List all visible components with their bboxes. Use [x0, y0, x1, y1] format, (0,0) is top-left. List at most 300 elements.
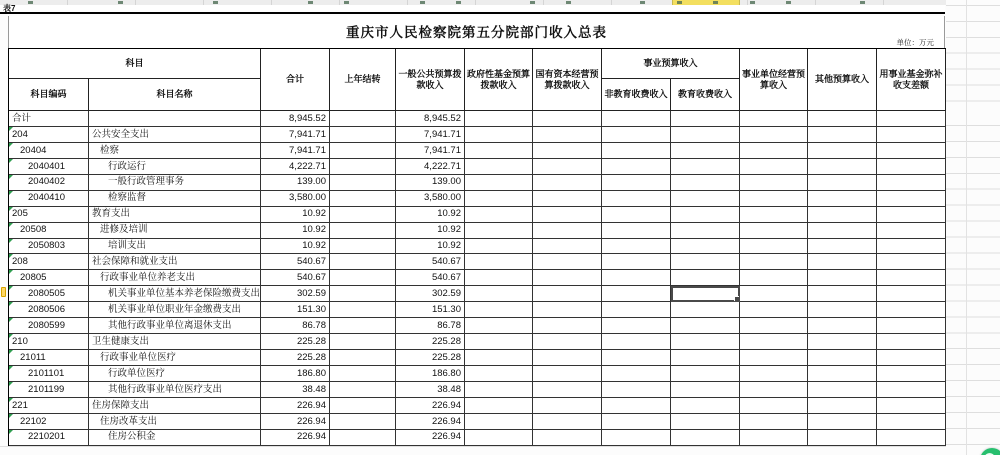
header-subject-name[interactable]: 科目名称 — [89, 79, 261, 111]
cell-state_capital[interactable] — [533, 175, 602, 191]
header-carryover[interactable]: 上年结转 — [330, 49, 396, 111]
cell-carryover[interactable] — [330, 334, 396, 350]
error-marker-triangle-icon — [9, 334, 13, 338]
cell-code[interactable]: 2040410 — [9, 191, 89, 207]
error-marker-triangle-icon — [9, 159, 13, 163]
cell-state_capital[interactable] — [533, 159, 602, 175]
cell-other[interactable] — [808, 191, 877, 207]
cell-state_capital[interactable] — [533, 207, 602, 223]
cell-general[interactable]: 10.92 — [396, 207, 465, 223]
cell-total[interactable]: 38.48 — [261, 382, 330, 398]
cell-fund_balance[interactable] — [877, 223, 946, 239]
cell-fund_balance[interactable] — [877, 159, 946, 175]
cell-code[interactable]: 2101199 — [9, 382, 89, 398]
cell-general[interactable]: 10.92 — [396, 223, 465, 239]
cell-state_capital[interactable] — [533, 286, 602, 302]
cell-operating[interactable] — [740, 207, 808, 223]
cell-other[interactable] — [808, 318, 877, 334]
cell-other[interactable] — [808, 398, 877, 414]
header-total[interactable]: 合计 — [261, 49, 330, 111]
cell-general[interactable]: 540.67 — [396, 254, 465, 270]
cell-carryover[interactable] — [330, 366, 396, 382]
cell-govt_fund[interactable] — [465, 127, 533, 143]
cell-operating[interactable] — [740, 366, 808, 382]
cell-edu[interactable] — [671, 366, 740, 382]
cell-other[interactable] — [808, 111, 877, 127]
cell-non_edu[interactable] — [602, 414, 671, 430]
cell-name[interactable]: 其他行政事业单位离退休支出 — [89, 318, 261, 334]
cell-state_capital[interactable] — [533, 191, 602, 207]
error-marker-triangle-icon — [9, 318, 13, 322]
cell-non_edu[interactable] — [602, 254, 671, 270]
cell-state_capital[interactable] — [533, 254, 602, 270]
cell-govt_fund[interactable] — [465, 350, 533, 366]
cell-total[interactable]: 7,941.71 — [261, 127, 330, 143]
cell-fund_balance[interactable] — [877, 430, 946, 446]
cell-govt_fund[interactable] — [465, 382, 533, 398]
cell-fund_balance[interactable] — [877, 111, 946, 127]
cell-total[interactable]: 8,945.52 — [261, 111, 330, 127]
cell-code[interactable]: 合计 — [9, 111, 89, 127]
cell-carryover[interactable] — [330, 175, 396, 191]
cell-edu[interactable] — [671, 191, 740, 207]
cell-non_edu[interactable] — [602, 302, 671, 318]
cell-code[interactable]: 2210201 — [9, 430, 89, 446]
cell-non_edu[interactable] — [602, 382, 671, 398]
cell-other[interactable] — [808, 223, 877, 239]
cell-carryover[interactable] — [330, 159, 396, 175]
cell-code[interactable]: 2080506 — [9, 302, 89, 318]
empty-cells-bottom[interactable] — [0, 446, 946, 455]
cell-code[interactable]: 20404 — [9, 143, 89, 159]
cell-name[interactable]: 进修及培训 — [89, 223, 261, 239]
cell-state_capital[interactable] — [533, 302, 602, 318]
cell-state_capital[interactable] — [533, 143, 602, 159]
cell-general[interactable]: 226.94 — [396, 430, 465, 446]
cell-govt_fund[interactable] — [465, 223, 533, 239]
cell-operating[interactable] — [740, 254, 808, 270]
cutoff-text-fragment — [344, 1, 349, 4]
cell-other[interactable] — [808, 159, 877, 175]
error-marker-triangle-icon — [9, 239, 13, 243]
cell-state_capital[interactable] — [533, 111, 602, 127]
cell-general[interactable]: 86.78 — [396, 318, 465, 334]
cell-general[interactable]: 38.48 — [396, 382, 465, 398]
cell-general[interactable]: 540.67 — [396, 270, 465, 286]
error-marker-triangle-icon — [9, 223, 13, 227]
cell-other[interactable] — [808, 334, 877, 350]
cell-operating[interactable] — [740, 270, 808, 286]
cell-general[interactable]: 7,941.71 — [396, 127, 465, 143]
cell-state_capital[interactable] — [533, 398, 602, 414]
cell-non_edu[interactable] — [602, 318, 671, 334]
header-subject-group[interactable]: 科目 — [9, 49, 261, 79]
cell-operating[interactable] — [740, 111, 808, 127]
cell-non_edu[interactable] — [602, 350, 671, 366]
cell-code[interactable]: 204 — [9, 127, 89, 143]
cell-non_edu[interactable] — [602, 398, 671, 414]
cell-other[interactable] — [808, 430, 877, 446]
error-marker-triangle-icon — [9, 414, 13, 418]
cell-general[interactable]: 139.00 — [396, 175, 465, 191]
cell-operating[interactable] — [740, 398, 808, 414]
cell-other[interactable] — [808, 270, 877, 286]
cell-name[interactable]: 行政事业单位养老支出 — [89, 270, 261, 286]
cell-edu[interactable] — [671, 254, 740, 270]
cell-fund_balance[interactable] — [877, 286, 946, 302]
cell-non_edu[interactable] — [602, 286, 671, 302]
cell-non_edu[interactable] — [602, 127, 671, 143]
cell-fund_balance[interactable] — [877, 414, 946, 430]
cell-edu[interactable] — [671, 127, 740, 143]
error-marker-triangle-icon — [9, 302, 13, 306]
error-marker-triangle-icon — [9, 430, 13, 434]
cell-edu[interactable] — [671, 111, 740, 127]
cell-other[interactable] — [808, 414, 877, 430]
cell-code[interactable]: 2040402 — [9, 175, 89, 191]
cell-total[interactable]: 4,222.71 — [261, 159, 330, 175]
error-marker-triangle-icon — [9, 191, 13, 195]
cell-operating[interactable] — [740, 318, 808, 334]
cell-carryover[interactable] — [330, 414, 396, 430]
cutoff-text-fragment — [118, 1, 123, 4]
cell-fund_balance[interactable] — [877, 191, 946, 207]
sheet-label-row — [0, 5, 945, 14]
cell-other[interactable] — [808, 175, 877, 191]
cell-govt_fund[interactable] — [465, 302, 533, 318]
cell-carryover[interactable] — [330, 127, 396, 143]
cell-code[interactable]: 20508 — [9, 223, 89, 239]
cell-govt_fund[interactable] — [465, 207, 533, 223]
cell-other[interactable] — [808, 302, 877, 318]
cutoff-text-fragment — [750, 1, 755, 4]
cell-code[interactable]: 2080505 — [9, 286, 89, 302]
cell-govt_fund[interactable] — [465, 430, 533, 446]
cell-edu[interactable] — [671, 382, 740, 398]
cell-name[interactable]: 其他行政事业单位医疗支出 — [89, 382, 261, 398]
cell-govt_fund[interactable] — [465, 159, 533, 175]
cell-general[interactable]: 151.30 — [396, 302, 465, 318]
cutoff-text-fragment — [566, 1, 571, 4]
cell-name[interactable]: 培训支出 — [89, 239, 261, 255]
cell-operating[interactable] — [740, 175, 808, 191]
header-other-budget[interactable]: 其他预算收入 — [808, 49, 877, 111]
cell-other[interactable] — [808, 366, 877, 382]
cell-govt_fund[interactable] — [465, 286, 533, 302]
cutoff-text-fragment — [28, 1, 33, 4]
cell-non_edu[interactable] — [602, 111, 671, 127]
cell-state_capital[interactable] — [533, 382, 602, 398]
cell-fund_balance[interactable] — [877, 350, 946, 366]
header-education-fee[interactable]: 教育收费收入 — [671, 79, 740, 111]
error-marker-triangle-icon — [9, 366, 13, 370]
cell-carryover[interactable] — [330, 223, 396, 239]
cell-other[interactable] — [808, 127, 877, 143]
cell-non_edu[interactable] — [602, 207, 671, 223]
error-smart-tag-icon[interactable] — [1, 287, 6, 297]
cell-total[interactable]: 7,941.71 — [261, 143, 330, 159]
cell-name[interactable]: 卫生健康支出 — [89, 334, 261, 350]
header-business-operating[interactable]: 事业单位经营预算收入 — [740, 49, 808, 111]
cell-carryover[interactable] — [330, 382, 396, 398]
cell-fund_balance[interactable] — [877, 143, 946, 159]
cell-govt_fund[interactable] — [465, 414, 533, 430]
cell-name[interactable]: 行政事业单位医疗 — [89, 350, 261, 366]
cell-name[interactable]: 行政单位医疗 — [89, 366, 261, 382]
cell-non_edu[interactable] — [602, 175, 671, 191]
cell-edu[interactable] — [671, 207, 740, 223]
cell-name[interactable] — [89, 111, 261, 127]
cell-operating[interactable] — [740, 159, 808, 175]
cell-carryover[interactable] — [330, 143, 396, 159]
cell-general[interactable]: 225.28 — [396, 334, 465, 350]
cutoff-text-fragment — [786, 1, 791, 4]
cell-fund_balance[interactable] — [877, 270, 946, 286]
cell-non_edu[interactable] — [602, 430, 671, 446]
cell-fund_balance[interactable] — [877, 302, 946, 318]
cell-operating[interactable] — [740, 239, 808, 255]
cutoff-text-fragment — [860, 1, 865, 4]
cell-non_edu[interactable] — [602, 223, 671, 239]
cell-other[interactable] — [808, 254, 877, 270]
cell-general[interactable]: 3,580.00 — [396, 191, 465, 207]
cell-general[interactable]: 186.80 — [396, 366, 465, 382]
cell-non_edu[interactable] — [602, 270, 671, 286]
cell-other[interactable] — [808, 382, 877, 398]
cell-edu[interactable] — [671, 239, 740, 255]
cell-operating[interactable] — [740, 127, 808, 143]
cell-operating[interactable] — [740, 223, 808, 239]
cell-name[interactable]: 住房公积金 — [89, 430, 261, 446]
cell-total[interactable]: 3,580.00 — [261, 191, 330, 207]
cell-total[interactable]: 86.78 — [261, 318, 330, 334]
cell-total[interactable]: 540.67 — [261, 254, 330, 270]
cell-general[interactable]: 8,945.52 — [396, 111, 465, 127]
cell-name[interactable]: 机关事业单位职业年金缴费支出 — [89, 302, 261, 318]
cell-operating[interactable] — [740, 350, 808, 366]
cell-carryover[interactable] — [330, 270, 396, 286]
cell-non_edu[interactable] — [602, 239, 671, 255]
cell-state_capital[interactable] — [533, 223, 602, 239]
cell-other[interactable] — [808, 239, 877, 255]
cell-carryover[interactable] — [330, 286, 396, 302]
cell-edu[interactable] — [671, 270, 740, 286]
cell-name[interactable]: 教育支出 — [89, 207, 261, 223]
cutoff-text-fragment — [677, 1, 682, 4]
cell-carryover[interactable] — [330, 302, 396, 318]
cell-govt_fund[interactable] — [465, 111, 533, 127]
cell-fund_balance[interactable] — [877, 334, 946, 350]
cell-govt_fund[interactable] — [465, 318, 533, 334]
cell-code[interactable]: 2080599 — [9, 318, 89, 334]
cell-name[interactable]: 社会保障和就业支出 — [89, 254, 261, 270]
header-subject-code[interactable]: 科目编码 — [9, 79, 89, 111]
cell-fund_balance[interactable] — [877, 366, 946, 382]
title-block[interactable] — [8, 16, 945, 48]
error-marker-triangle-icon — [9, 350, 13, 354]
cell-operating[interactable] — [740, 302, 808, 318]
cell-general[interactable]: 302.59 — [396, 286, 465, 302]
cell-total[interactable]: 225.28 — [261, 350, 330, 366]
cell-name[interactable]: 住房改革支出 — [89, 414, 261, 430]
cutoff-text-fragment — [640, 1, 645, 4]
header-state-capital[interactable]: 国有资本经营预算拨款收入 — [533, 49, 602, 111]
cell-operating[interactable] — [740, 286, 808, 302]
cell-govt_fund[interactable] — [465, 334, 533, 350]
cell-govt_fund[interactable] — [465, 143, 533, 159]
cell-non_edu[interactable] — [602, 366, 671, 382]
cell-other[interactable] — [808, 143, 877, 159]
cell-name[interactable]: 检察监督 — [89, 191, 261, 207]
cell-state_capital[interactable] — [533, 334, 602, 350]
cell-carryover[interactable] — [330, 239, 396, 255]
header-business-budget-group[interactable]: 事业预算收入 — [602, 49, 740, 79]
cell-total[interactable]: 225.28 — [261, 334, 330, 350]
cell-code[interactable]: 210 — [9, 334, 89, 350]
cell-general[interactable]: 226.94 — [396, 398, 465, 414]
empty-cells-right[interactable] — [946, 0, 1000, 455]
cell-operating[interactable] — [740, 334, 808, 350]
cell-edu[interactable] — [671, 302, 740, 318]
header-govt-fund-budget[interactable]: 政府性基金预算拨款收入 — [465, 49, 533, 111]
cell-general[interactable]: 4,222.71 — [396, 159, 465, 175]
cell-code[interactable]: 20805 — [9, 270, 89, 286]
cell-other[interactable] — [808, 207, 877, 223]
cell-code[interactable]: 2101101 — [9, 366, 89, 382]
cell-operating[interactable] — [740, 382, 808, 398]
cell-state_capital[interactable] — [533, 239, 602, 255]
cell-operating[interactable] — [740, 143, 808, 159]
cell-fund_balance[interactable] — [877, 318, 946, 334]
cell-code[interactable]: 2050803 — [9, 239, 89, 255]
cell-fund_balance[interactable] — [877, 175, 946, 191]
gridline — [966, 0, 967, 455]
cell-edu[interactable] — [671, 318, 740, 334]
header-fund-balance[interactable]: 用事业基金弥补收支差额 — [877, 49, 946, 111]
cell-carryover[interactable] — [330, 318, 396, 334]
cell-govt_fund[interactable] — [465, 270, 533, 286]
cell-total[interactable]: 226.94 — [261, 414, 330, 430]
cell-name[interactable]: 机关事业单位基本养老保险缴费支出 — [89, 286, 261, 302]
cell-govt_fund[interactable] — [465, 239, 533, 255]
cell-code[interactable]: 221 — [9, 398, 89, 414]
error-marker-triangle-icon — [9, 398, 13, 402]
cutoff-text-fragment — [456, 1, 461, 4]
cell-total[interactable]: 540.67 — [261, 270, 330, 286]
cell-name[interactable]: 行政运行 — [89, 159, 261, 175]
cell-govt_fund[interactable] — [465, 366, 533, 382]
cell-other[interactable] — [808, 286, 877, 302]
cell-state_capital[interactable] — [533, 430, 602, 446]
cell-edu[interactable] — [671, 350, 740, 366]
cell-code[interactable]: 22102 — [9, 414, 89, 430]
cell-general[interactable]: 10.92 — [396, 239, 465, 255]
cell-name[interactable]: 住房保障支出 — [89, 398, 261, 414]
cell-carryover[interactable] — [330, 398, 396, 414]
cell-edu[interactable] — [671, 398, 740, 414]
cell-state_capital[interactable] — [533, 270, 602, 286]
cell-code[interactable]: 2040401 — [9, 159, 89, 175]
cell-total[interactable]: 226.94 — [261, 398, 330, 414]
cell-fund_balance[interactable] — [877, 398, 946, 414]
cell-carryover[interactable] — [330, 430, 396, 446]
cell-operating[interactable] — [740, 191, 808, 207]
cell-general[interactable]: 7,941.71 — [396, 143, 465, 159]
selected-cell[interactable] — [671, 286, 740, 302]
cell-edu[interactable] — [671, 334, 740, 350]
cell-total[interactable]: 10.92 — [261, 223, 330, 239]
cell-carryover[interactable] — [330, 254, 396, 270]
cell-edu[interactable] — [671, 430, 740, 446]
cell-fund_balance[interactable] — [877, 239, 946, 255]
error-marker-triangle-icon — [9, 286, 13, 290]
cell-carryover[interactable] — [330, 111, 396, 127]
cutoff-text-fragment — [308, 1, 313, 4]
cell-fund_balance[interactable] — [877, 254, 946, 270]
cutoff-text-fragment — [420, 1, 425, 4]
cell-edu[interactable] — [671, 143, 740, 159]
cell-edu[interactable] — [671, 223, 740, 239]
cell-non_edu[interactable] — [602, 334, 671, 350]
cell-state_capital[interactable] — [533, 318, 602, 334]
cell-non_edu[interactable] — [602, 191, 671, 207]
cell-govt_fund[interactable] — [465, 398, 533, 414]
cell-state_capital[interactable] — [533, 127, 602, 143]
cell-govt_fund[interactable] — [465, 254, 533, 270]
cell-state_capital[interactable] — [533, 414, 602, 430]
cell-govt_fund[interactable] — [465, 191, 533, 207]
cell-fund_balance[interactable] — [877, 207, 946, 223]
cell-code[interactable]: 208 — [9, 254, 89, 270]
cell-edu[interactable] — [671, 414, 740, 430]
cell-operating[interactable] — [740, 430, 808, 446]
cell-total[interactable]: 10.92 — [261, 207, 330, 223]
header-non-education-fee[interactable]: 非教育收费收入 — [602, 79, 671, 111]
cell-total[interactable]: 139.00 — [261, 175, 330, 191]
cell-edu[interactable] — [671, 175, 740, 191]
cell-non_edu[interactable] — [602, 143, 671, 159]
cell-state_capital[interactable] — [533, 366, 602, 382]
cell-name[interactable]: 检察 — [89, 143, 261, 159]
cell-code[interactable]: 21011 — [9, 350, 89, 366]
cell-total[interactable]: 302.59 — [261, 286, 330, 302]
cell-state_capital[interactable] — [533, 350, 602, 366]
cell-govt_fund[interactable] — [465, 175, 533, 191]
error-marker-triangle-icon — [9, 382, 13, 386]
cell-general[interactable]: 226.94 — [396, 414, 465, 430]
cell-carryover[interactable] — [330, 207, 396, 223]
cell-operating[interactable] — [740, 414, 808, 430]
error-marker-triangle-icon — [9, 143, 13, 147]
cell-code[interactable]: 205 — [9, 207, 89, 223]
cell-carryover[interactable] — [330, 191, 396, 207]
cell-total[interactable]: 186.80 — [261, 366, 330, 382]
cell-general[interactable]: 225.28 — [396, 350, 465, 366]
error-marker-triangle-icon — [9, 207, 13, 211]
header-general-budget[interactable]: 一般公共预算拨款收入 — [396, 49, 465, 111]
cell-name[interactable]: 一般行政管理事务 — [89, 175, 261, 191]
cell-fund_balance[interactable] — [877, 127, 946, 143]
cell-carryover[interactable] — [330, 350, 396, 366]
cell-total[interactable]: 10.92 — [261, 239, 330, 255]
cell-total[interactable]: 226.94 — [261, 430, 330, 446]
cell-total[interactable]: 151.30 — [261, 302, 330, 318]
cell-non_edu[interactable] — [602, 159, 671, 175]
cell-fund_balance[interactable] — [877, 382, 946, 398]
cell-edu[interactable] — [671, 159, 740, 175]
cell-other[interactable] — [808, 350, 877, 366]
cell-name[interactable]: 公共安全支出 — [89, 127, 261, 143]
